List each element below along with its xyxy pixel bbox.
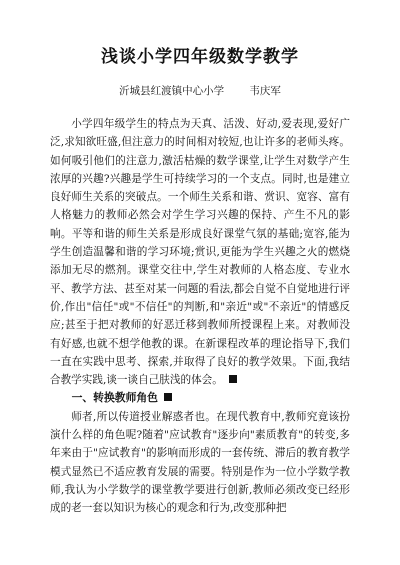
author-name: 韦庆军 bbox=[249, 85, 281, 97]
square-bullet-icon bbox=[229, 375, 237, 383]
section-heading bbox=[50, 389, 350, 407]
section-paragraph: 师者,所以传道授业解惑者也。在现代教育中,教师究竟该扮演什么样的角色呢?随着"应试教育"逐步向"素质教育"的转变,多年来由于"应试教育"的影响而形成的一套传统、滞后的教育教学模式显然已不适应教育发展的需要。特别是作为一位小学数学教师,我认为小学数学的课堂教学要进行创新,教师必须改变已经形成的老一套以知识为核心的观念和行为,改变那种把 bbox=[50, 410, 350, 515]
section-heading-text: 一、转换教师角色 bbox=[71, 391, 158, 405]
square-bullet-icon bbox=[164, 393, 172, 401]
byline bbox=[50, 83, 350, 98]
intro-paragraph bbox=[50, 115, 350, 389]
affiliation: 沂城县红渡镇中心小学 bbox=[119, 85, 225, 97]
intro-paragraph-text: 小学四年级学生的特点为天真、活泼、好动,爱表现,爱好广泛,求知欲旺盛,但注意力的时间相对较短,也让许多的老师头疼。如何吸引他们的注意力,激活枯燥的数学课堂,让学生对数学产生浓厚的兴趣?兴趣是学生可持续学习的一个支点。同时,也是建立良好师生关系的突破点。一个师生关系和谐、赏识、宽容、富有人格魅力的教师必然会对学生学习兴趣的保持、产生不凡的影响。平等和谐的师生关系是形成良好课堂气氛的基础;宽容,能为学生创造温馨和谐的学习环境;赏识,更能为学生兴趣之火的燃烧添加无尽的燃剂。课堂交往中,学生对教师的人格态度、专业水平、教学方法、甚至对某一问题的看法,都会自觉不自觉地进行评价,作出"信任"或"不信任"的判断,和"亲近"或"不亲近"的情感反应;甚至于把对教师的好恶迁移到教师所授课程上来。对教师没有好感,也就不想学他教的课。在新课程改革的理论指导下,我们一直在实践中思考、探索,并取得了良好的教学效果。下面,我结合教学实践,谈一谈自己肤浅的体会。 bbox=[50, 118, 350, 387]
document-title: 浅谈小学四年级数学教学 bbox=[101, 47, 299, 67]
